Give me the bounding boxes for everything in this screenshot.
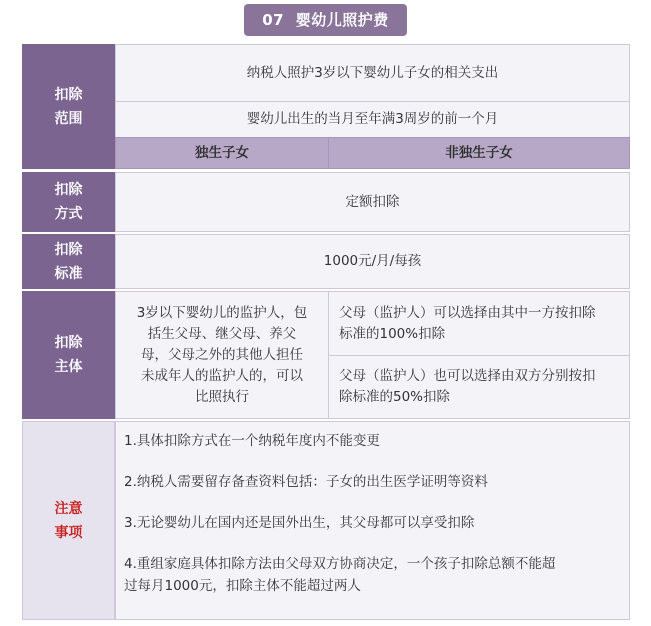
subject-right-top — [328, 291, 630, 356]
scope-label-line2: 范围 — [54, 110, 83, 127]
scope-row-1: 纳税人照护3岁以下婴幼儿子女的相关支出 — [115, 44, 630, 102]
subject-left-line3: 母，父母之外的其他人担任 — [141, 346, 303, 363]
header-non-only-child: 非独生子女 — [328, 137, 630, 169]
note-item-4-line1: 4.重组家庭具体扣除方法由父母双方协商决定，一个孩子扣除总额不能超 — [124, 556, 556, 572]
notes-label-line2: 事项 — [54, 524, 83, 541]
subject-label — [22, 291, 115, 419]
title-text: 婴幼儿照护费 — [295, 11, 389, 29]
page-title — [244, 4, 407, 36]
subject-right-bottom — [328, 355, 630, 419]
subject-right-bottom-line1: 父母（监护人）也可以选择由双方分别按扣 — [339, 368, 596, 384]
notes-label — [22, 421, 115, 620]
note-item-2: 2.纳税人需要留存备查资料包括：子女的出生医学证明等资料 — [124, 474, 488, 490]
header-only-child: 独生子女 — [115, 137, 329, 169]
subject-left-line1: 3岁以下婴幼儿的监护人，包 — [136, 304, 308, 321]
notes-label-line1: 注意 — [54, 500, 83, 517]
subject-label-line2: 主体 — [54, 359, 83, 375]
subject-left-line4: 未成年人的监护人的，可以 — [141, 367, 303, 384]
subject-left-line2: 括生父母、继父母、养父 — [147, 325, 297, 342]
title-number: 07 — [262, 11, 285, 29]
method-value: 定额扣除 — [115, 172, 630, 232]
scope-row-2: 婴幼儿出生的当月至年满3周岁的前一个月 — [115, 101, 630, 138]
note-item-3: 3.无论婴幼儿在国内还是国外出生，其父母都可以享受扣除 — [124, 515, 475, 531]
method-label-line1: 扣除 — [54, 182, 83, 198]
standard-label — [22, 234, 115, 289]
note-item-1: 1.具体扣除方式在一个纳税年度内不能变更 — [124, 433, 380, 449]
subject-left-line5: 比照执行 — [195, 388, 249, 405]
subject-right-top-line1: 父母（监护人）可以选择由其中一方按扣除 — [339, 304, 596, 321]
standard-value: 1000元/月/每孩 — [115, 234, 630, 289]
subject-right-bottom-line2: 除标准的50%扣除 — [339, 389, 451, 405]
subject-right-top-line2: 标准的100%扣除 — [339, 325, 446, 342]
standard-label-line2: 标准 — [54, 265, 83, 282]
scope-label — [22, 44, 115, 169]
subject-label-line1: 扣除 — [54, 335, 83, 351]
subject-left-description — [115, 291, 329, 419]
note-item-4 — [124, 553, 619, 597]
scope-label-line1: 扣除 — [54, 86, 83, 103]
standard-label-line1: 扣除 — [54, 241, 83, 258]
note-item-4-line2: 过每月1000元，扣除主体不能超过两人 — [124, 578, 361, 594]
method-label — [22, 172, 115, 232]
notes-content — [115, 421, 630, 620]
method-label-line2: 方式 — [54, 206, 83, 222]
